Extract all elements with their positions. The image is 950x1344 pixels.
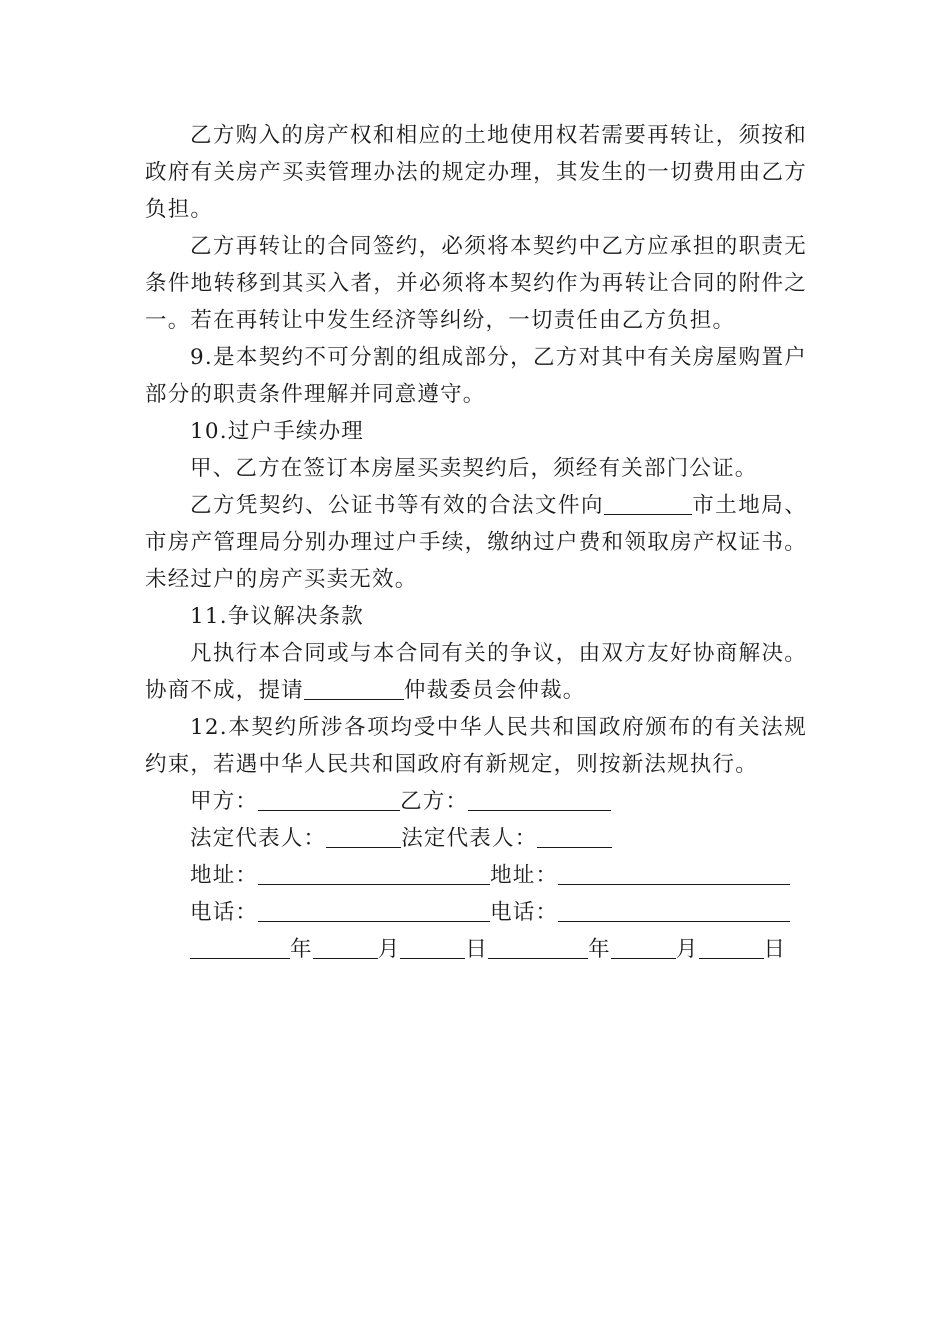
contract-page [145,117,807,968]
month-a-label: 月 [377,937,401,962]
dispute-text-before: 凡执行本合同或与本合同有关的争议，由双方友好协商解决。协商不成，提请 [145,641,807,703]
day-b-blank[interactable] [699,936,764,959]
paragraph-transfer-procedure [145,487,807,598]
signature-representative-row [145,820,807,857]
rep-a-label: 法定代表人： [190,826,327,851]
addr-b-blank[interactable] [558,862,790,885]
signature-date-row [145,931,807,968]
year-b-label: 年 [588,937,611,962]
tel-a-label: 电话： [190,900,259,925]
signature-phone-row [145,894,807,931]
tel-b-blank[interactable] [558,899,790,922]
year-a-label: 年 [290,937,313,962]
paragraph-clause-12: 12.本契约所涉各项均受中华人民共和国政府颁布的有关法规约束，若遇中华人民共和国政府有新规定，则按新法规执行。 [145,715,807,777]
rep-a-blank[interactable] [326,825,401,848]
year-b-blank[interactable] [488,936,588,959]
arbitration-commission-blank[interactable] [304,677,404,700]
paragraph-clause-9: 9.是本契约不可分割的组成部分，乙方对其中有关房屋购置户部分的职责条件理解并同意遵守。 [145,345,807,407]
signature-address-row [145,857,807,894]
party-b-blank[interactable] [468,788,611,811]
dispute-text-after: 仲裁委员会仲裁。 [403,678,586,703]
month-a-blank[interactable] [313,936,378,959]
party-b-label: 乙方： [400,789,469,814]
day-a-label: 日 [465,937,489,962]
month-b-label: 月 [675,937,699,962]
day-a-blank[interactable] [400,936,465,959]
transfer-text-after: 市土地局、市房产管理局分别办理过户手续，缴纳过户费和领取房产权证书。未经过户的房产买卖无效。 [145,493,807,592]
heading-clause-11: 11.争议解决条款 [190,604,364,629]
party-a-label: 甲方： [190,789,259,814]
rep-b-label: 法定代表人： [401,826,538,851]
paragraph-resale-fees: 乙方购入的房产权和相应的土地使用权若需要再转让，须按和政府有关房产买卖管理办法的规定办理，其发生的一切费用由乙方负担。 [145,123,807,222]
paragraph-dispute-resolution [145,635,807,709]
party-a-blank[interactable] [258,788,400,811]
city-blank[interactable] [604,492,692,515]
paragraph-resale-contract: 乙方再转让的合同签约，必须将本契约中乙方应承担的职责无条件地转移到其买入者，并必须将本契约作为再转让合同的附件之一。若在再转让中发生经济等纠纷，一切责任由乙方负担。 [145,234,807,333]
transfer-text-before: 乙方凭契约、公证书等有效的合法文件向 [190,493,604,518]
tel-a-blank[interactable] [258,899,490,922]
heading-clause-10: 10.过户手续办理 [190,419,364,444]
addr-a-blank[interactable] [258,862,490,885]
addr-a-label: 地址： [190,863,259,888]
year-a-blank[interactable] [190,936,290,959]
month-b-blank[interactable] [611,936,676,959]
tel-b-label: 电话： [490,900,559,925]
addr-b-label: 地址： [490,863,559,888]
rep-b-blank[interactable] [537,825,612,848]
signature-parties-row [145,783,807,820]
paragraph-notarization: 甲、乙方在签订本房屋买卖契约后，须经有关部门公证。 [190,456,758,481]
day-b-label: 日 [763,937,787,962]
